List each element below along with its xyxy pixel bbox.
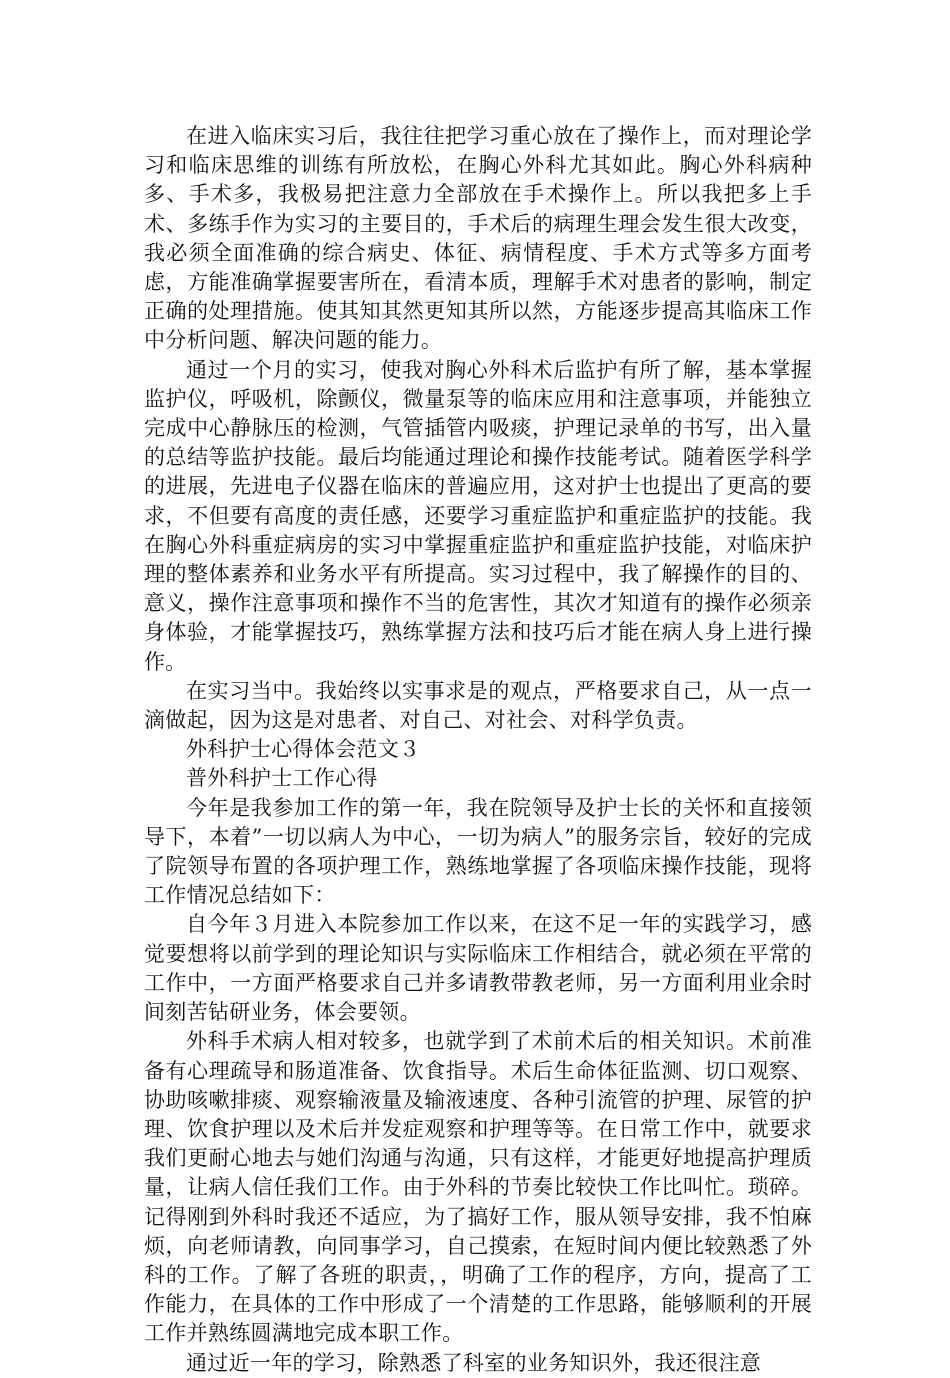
paragraph: 在进入临床实习后，我往往把学习重心放在了操作上，而对理论学习和临床思维的训练有所放松，在胸心外科尤其如此。胸心外科病种多、手术多，我极易把注意力全部放在手术操作上。所以我把多上手术、多练手作为实习的主要目的，手术后的病理生理会发生很大改变，我必须全面准确的综合病史、体征、病情程度、手术方式等多方面考虑，方能准确掌握要害所在，看清本质，理解手术对患者的影响，制定正确的处理措施。使其知其然更知其所以然，方能逐步提高其临床工作中分析问题、解决问题的能力。: [144, 124, 812, 353]
paragraph: 通过一个月的实习，使我对胸心外科术后监护有所了解，基本掌握监护仪，呼吸机，除颤仪，微量泵等的临床应用和注意事项，并能独立完成中心静脉压的检测，气管插管内吸痰，护理记录单的书写，出入量的总结等监护技能。最后均能通过理论和操作技能考试。随着医学科学的进展，先进电子仪器在临床的普遍应用，这对护士也提出了更高的要求，不但要有高度的责任感，还要学习重症监护和重症监护的技能。我在胸心外科重症病房的实习中掌握重症监护和重症监护技能，对临床护理的整体素养和业务水平有所提高。实习过程中，我了解操作的目的、意义，操作注意事项和操作不当的危害性，其次才知道有的操作必须亲身体验，才能掌握技巧，熟练掌握方法和技巧后才能在病人身上进行操作。: [144, 357, 812, 674]
paragraph: 自今年３月进入本院参加工作以来，在这不足一年的实践学习，感觉要想将以前学到的理论知识与实际临床工作相结合，就必须在平常的工作中，一方面严格要求自己并多请教带教老师，另一方面利用业余时间刻苦钻研业务，体会要领。: [144, 912, 812, 1025]
paragraph: 今年是我参加工作的第一年，我在院领导及护士长的关怀和直接领导下，本着”一切以病人为中心，一切为病人”的服务宗旨，较好的完成了院领导布置的各项护理工作，熟练地掌握了各项临床操作技能，现将工作情况总结如下：: [144, 795, 812, 908]
document-body: [144, 122, 812, 1378]
section-subtitle: 普外科护士工作心得: [186, 766, 378, 791]
paragraph: 通过近一年的学习，除熟悉了科室的业务知识外，我还很注意: [186, 1350, 762, 1375]
paragraph: 外科手术病人相对较多，也就学到了术前术后的相关知识。术前准备有心理疏导和肠道准备、饮食指导。术后生命体征监测、切口观察、协助咳嗽排痰、观察输液量及输液速度、各种引流管的护理、尿管的护理、饮食护理以及术后并发症观察和护理等等。在日常工作中，就要求我们更耐心地去与她们沟通与沟通，只有这样，才能更好地提高护理质量，让病人信任我们工作。由于外科的节奏比较快工作比叫忙。琐碎。记得刚到外科时我还不适应，为了搞好工作，服从领导安排，我不怕麻烦，向老师请教，向同事学习，自己摸索，在短时间内便比较熟悉了外科的工作。了解了各班的职责，，明确了工作的程序，方向，提高了工作能力，在具体的工作中形成了一个清楚的工作思路，能够顺利的开展工作并熟练圆满地完成本职工作。: [144, 1029, 812, 1346]
paragraph: 在实习当中。我始终以实事求是的观点，严格要求自己，从一点一滴做起，因为这是对患者、对自己、对社会、对科学负责。: [144, 678, 812, 733]
section-title: 外科护士心得体会范文３: [186, 737, 421, 762]
